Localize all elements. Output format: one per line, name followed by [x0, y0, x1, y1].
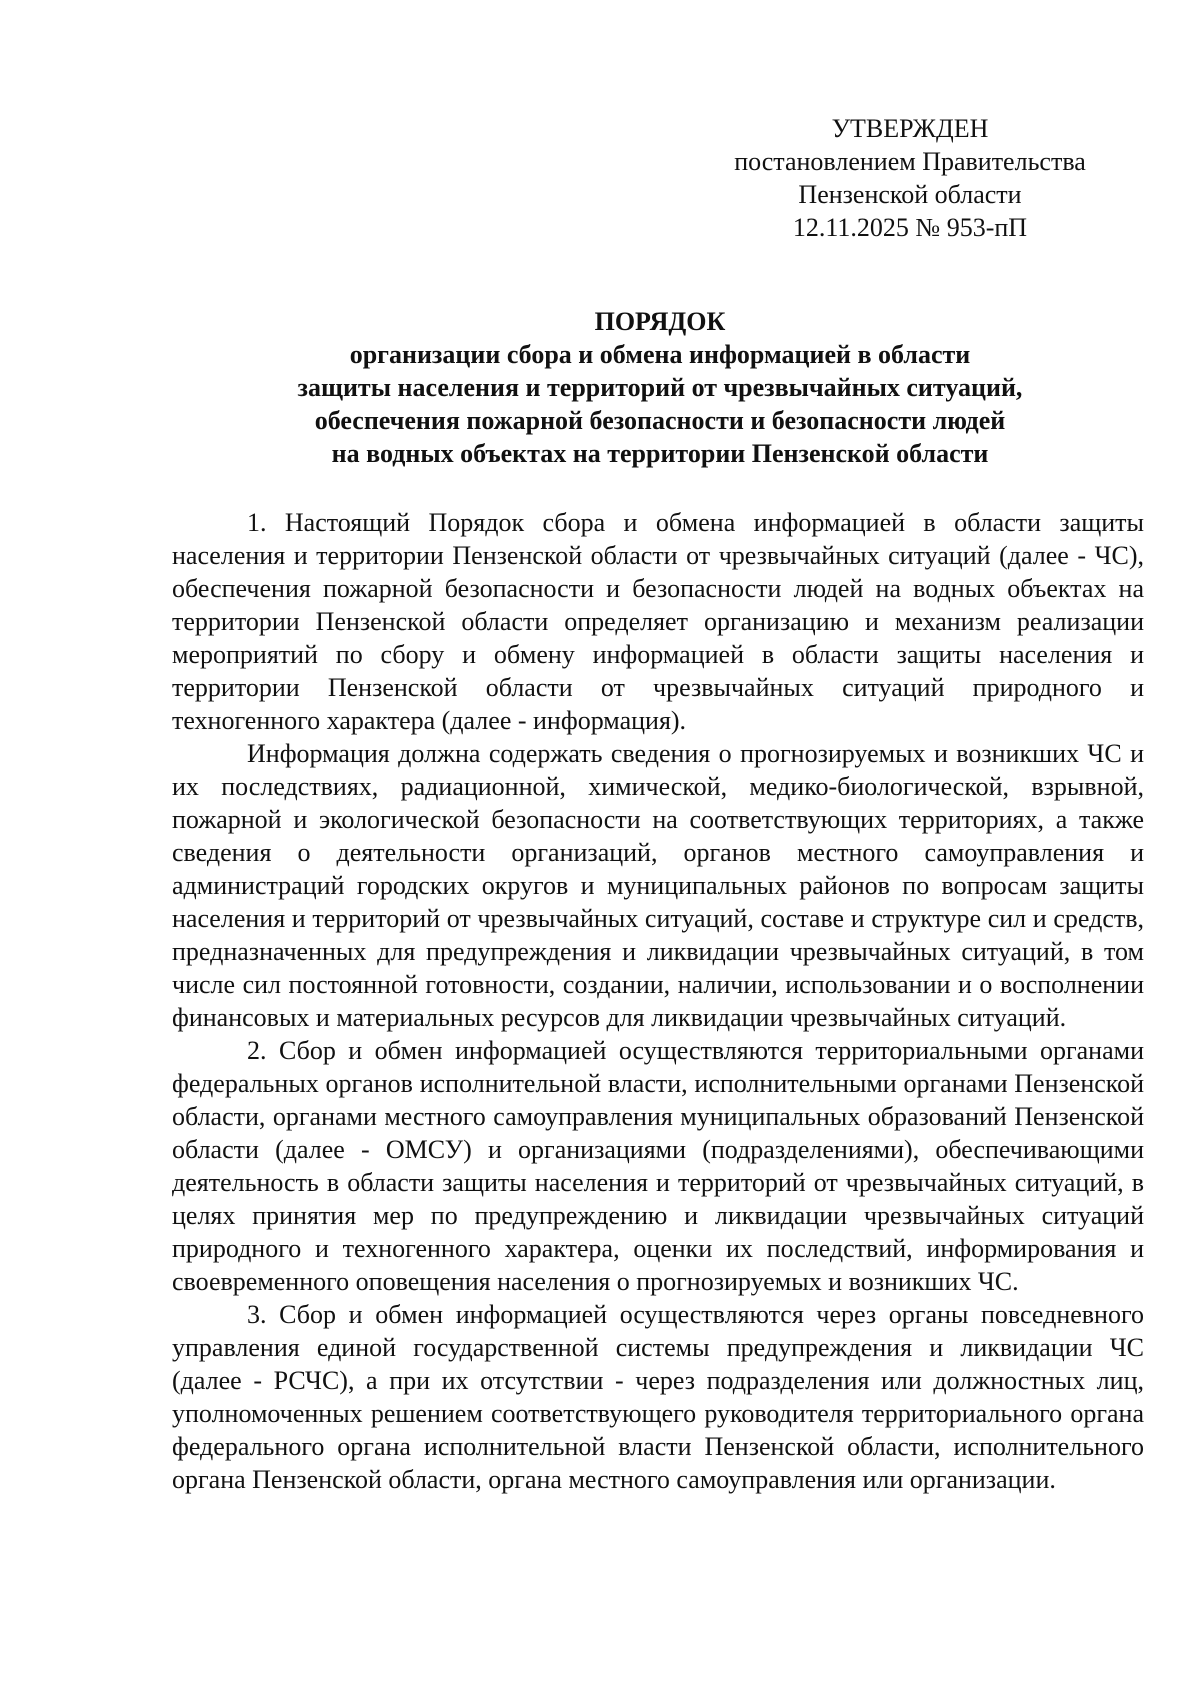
title-line: защиты населения и территорий от чрезвычайных ситуаций, — [297, 373, 1023, 402]
approval-date-number: 12.11.2025 № 953-пП — [792, 213, 1028, 242]
paragraph-information-content: Информация должна содержать сведения о прогнозируемых и возникших ЧС и их последствиях, радиационной, химической, медико-биологической, взрывной, пожарной и экологической безопасности на соответствующих территориях, а также сведения о деятельности организаций, органов местного самоуправления и администраций городских округов и муниципальных районов по вопросам защиты населения и территорий от чрезвычайных ситуаций, составе и структуре сил и средств, предназначенных для предупреждения и ликвидации чрезвычайных ситуаций, в том числе сил постоянной готовности, создании, наличии, использовании и о восполнении финансовых и материальных ресурсов для ликвидации чрезвычайных ситуаций. — [172, 739, 1144, 1032]
document-title — [160, 305, 1160, 470]
paragraph-2: 2. Сбор и обмен информацией осуществляются территориальными органами федеральных органов исполнительной власти, исполнительными органами Пензенской области, органами местного самоуправления муниципальных образований Пензенской области (далее - ОМСУ) и организациями (подразделениями), обеспечивающими деятельность в области защиты населения и территорий от чрезвычайных ситуаций, в целях принятия мер по предупреждению и ликвидации чрезвычайных ситуаций природного и техногенного характера, оценки их последствий, информирования и своевременного оповещения населения о прогнозируемых и возникших ЧС. — [172, 1036, 1144, 1296]
paragraph-1: 1. Настоящий Порядок сбора и обмена информацией в области защиты населения и территории Пензенской области от чрезвычайных ситуаций (далее - ЧС), обеспечения пожарной безопасности и безопасности людей на водных объектах на территории Пензенской области определяет организацию и механизм реализации мероприятий по сбору и обмену информацией в области защиты населения и территории Пензенской области от чрезвычайных ситуаций природного и техногенного характера (далее - информация). — [172, 508, 1144, 735]
title-line: на водных объектах на территории Пензенской области — [331, 439, 989, 468]
paragraph-3: 3. Сбор и обмен информацией осуществляются через органы повседневного управления единой государственной системы предупреждения и ликвидации ЧС (далее - РСЧС), а при их отсутствии - через подразделения или должностных лиц, уполномоченных решением соответствующего руководителя территориального органа федерального органа исполнительной власти Пензенской области, исполнительного органа Пензенской области, органа местного самоуправления или организации. — [172, 1300, 1144, 1494]
approval-authority: постановлением Правительства — [734, 147, 1086, 176]
approval-stamp — [700, 112, 1120, 244]
approval-region: Пензенской области — [798, 180, 1022, 209]
approval-status: УТВЕРЖДЕН — [831, 114, 989, 143]
title-line: организации сбора и обмена информацией в области — [349, 340, 971, 369]
document-body — [172, 506, 1144, 1496]
title-heading: ПОРЯДОК — [594, 307, 726, 336]
title-line: обеспечения пожарной безопасности и безопасности людей — [314, 406, 1006, 435]
